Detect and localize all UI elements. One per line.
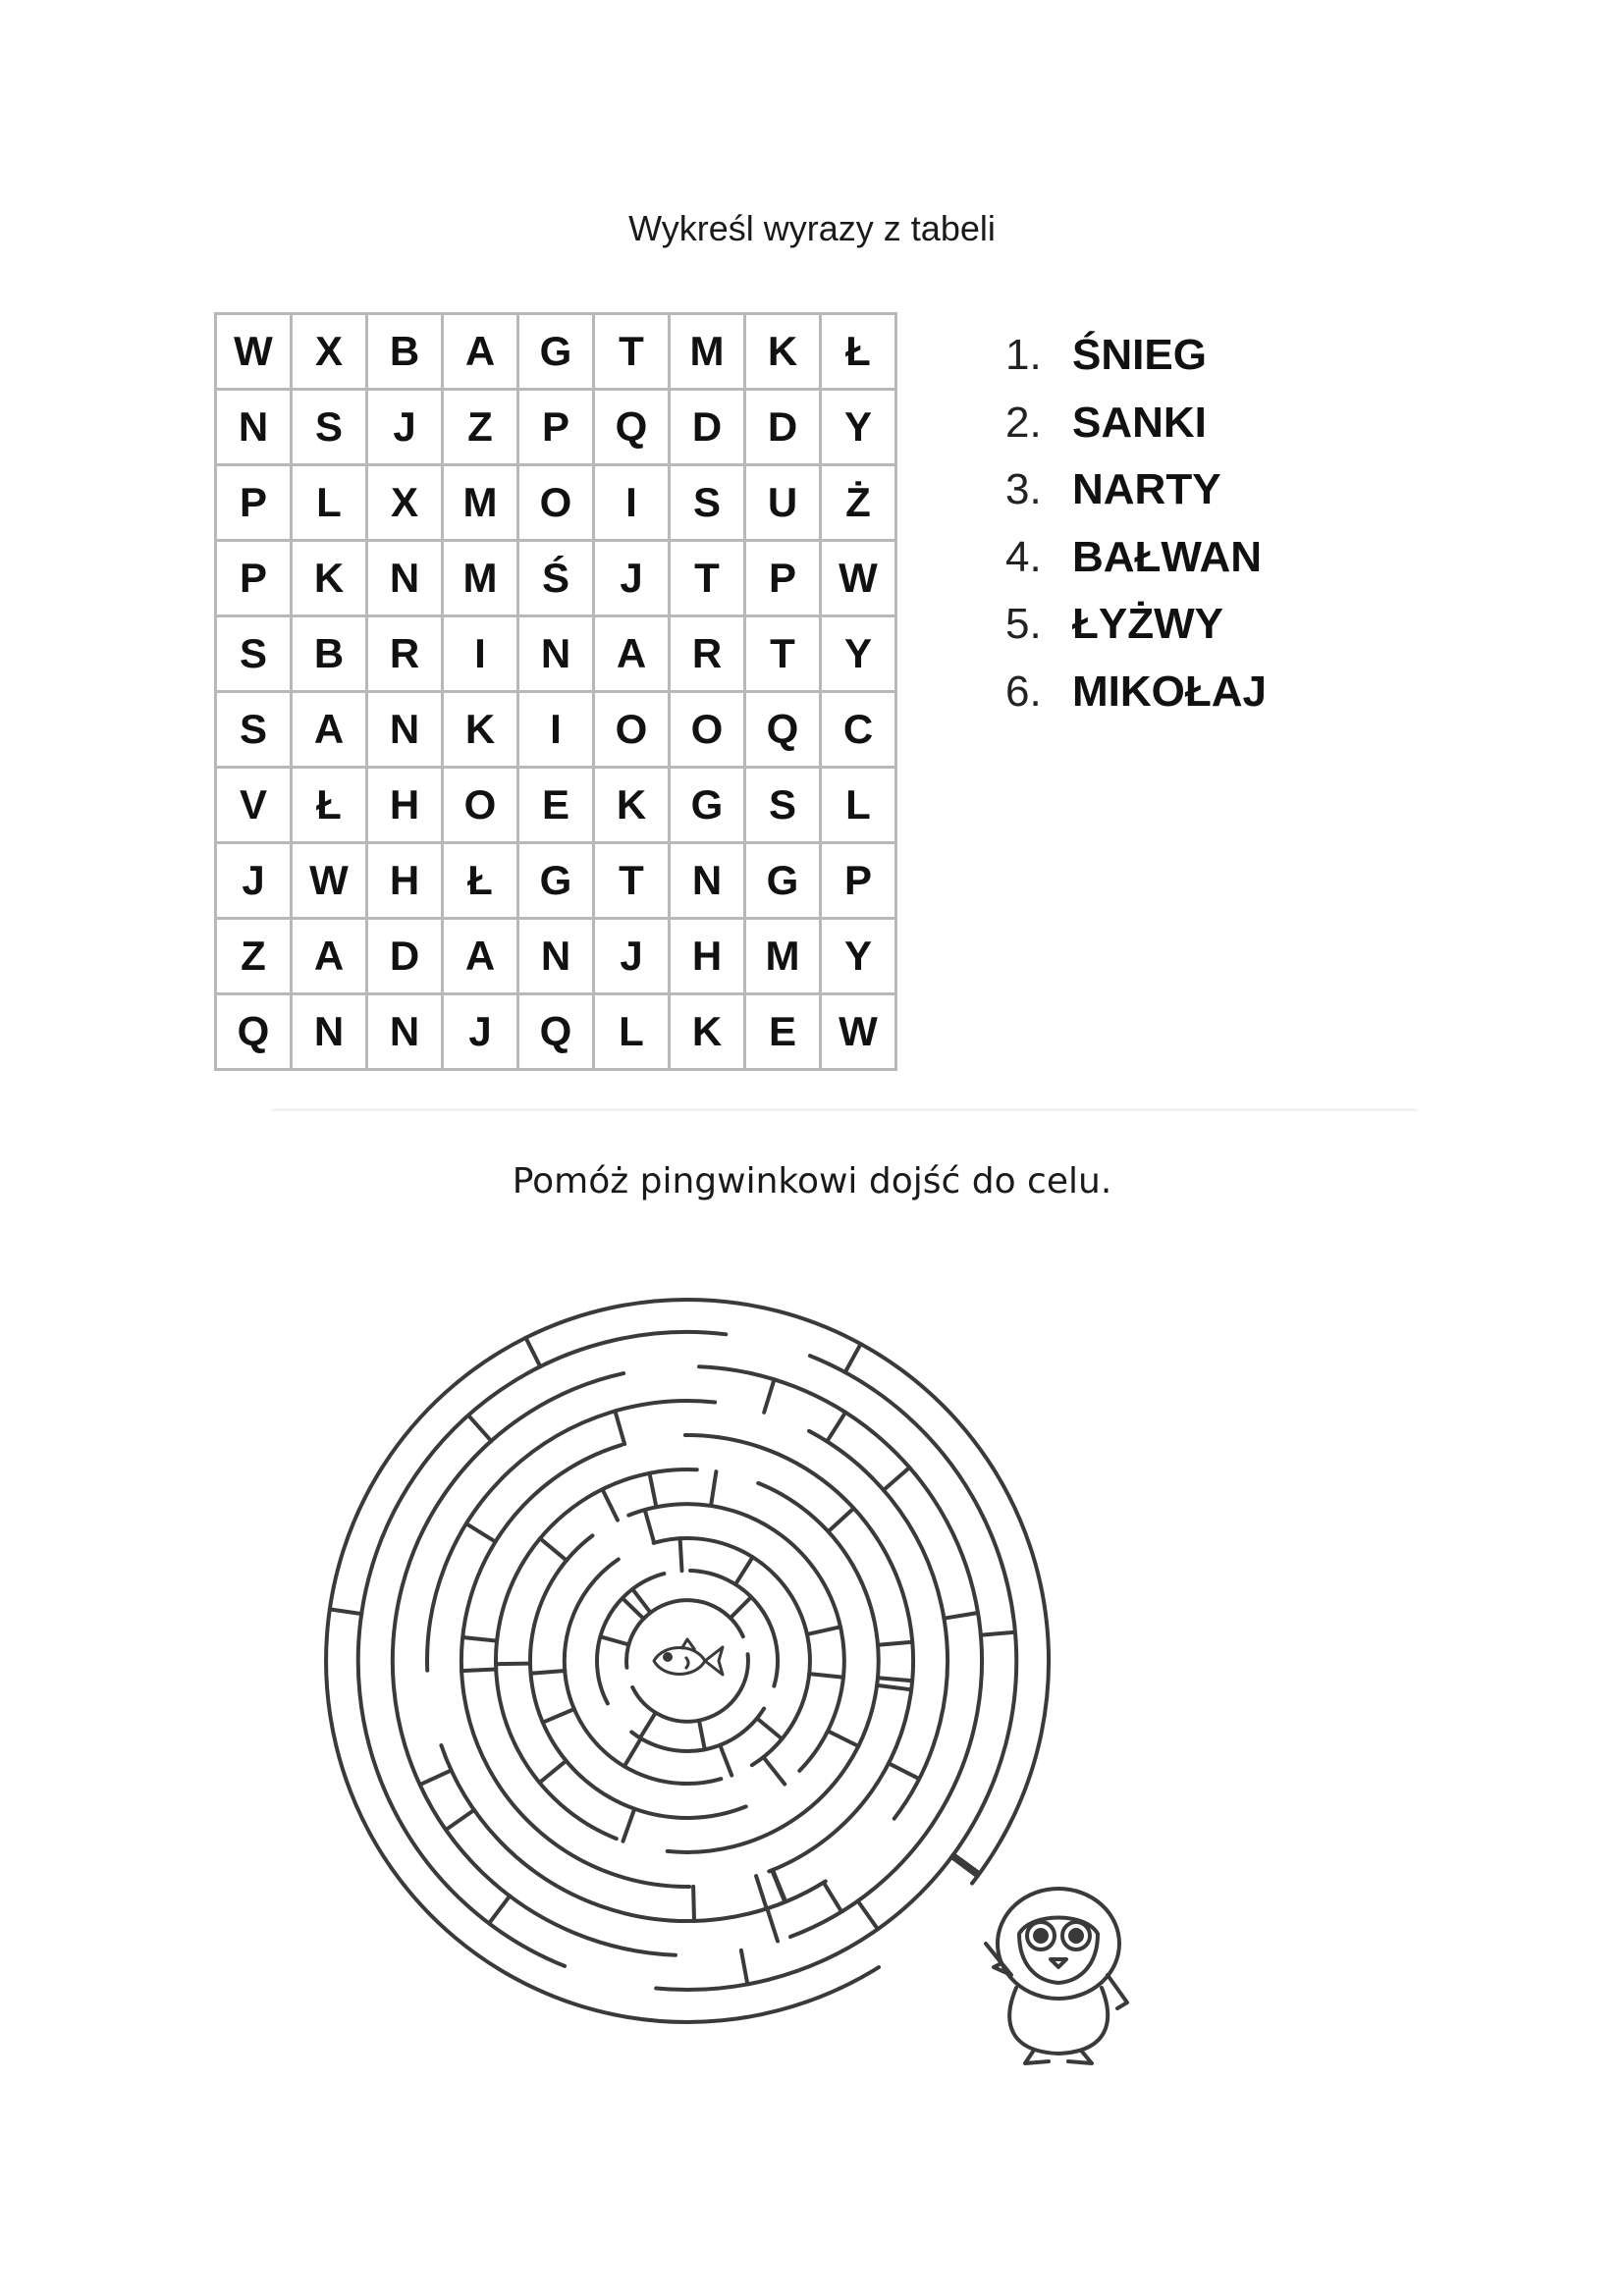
- maze-wall: [829, 1509, 854, 1532]
- grid-cell: H: [367, 843, 443, 919]
- grid-cell: G: [518, 843, 594, 919]
- grid-cell: N: [367, 541, 443, 616]
- maze-wall: [756, 1876, 767, 1908]
- grid-cell: L: [292, 465, 367, 541]
- grid-row: [216, 465, 896, 541]
- grid-row: [216, 616, 896, 692]
- grid-cell: J: [367, 390, 443, 465]
- grid-cell: M: [670, 314, 745, 390]
- maze-wall: [764, 1757, 785, 1784]
- grid-cell: Q: [216, 994, 292, 1070]
- grid-cell: S: [745, 768, 821, 843]
- word-number: 5.: [1005, 600, 1042, 649]
- grid-cell: W: [216, 314, 292, 390]
- grid-cell: U: [745, 465, 821, 541]
- word-text: NARTY: [1072, 465, 1221, 514]
- grid-cell: T: [594, 843, 670, 919]
- word-text: ŁYŻWY: [1072, 600, 1223, 649]
- word-list-item: [1005, 390, 1267, 457]
- maze-wall: [628, 1504, 844, 1771]
- grid-cell: N: [518, 919, 594, 994]
- grid-cell: Ś: [518, 541, 594, 616]
- word-text: BAŁWAN: [1072, 532, 1263, 581]
- maze-wall: [623, 1809, 635, 1842]
- maze-wall: [530, 1535, 746, 1818]
- grid-cell: A: [594, 616, 670, 692]
- maze-wall: [767, 1908, 778, 1941]
- maze-wall: [878, 1642, 912, 1645]
- maze-wall: [845, 1344, 861, 1372]
- maze-wall: [656, 1356, 1016, 1990]
- word-list-item: [1005, 322, 1267, 390]
- maze-wall: [650, 1473, 657, 1507]
- grid-cell: X: [292, 314, 367, 390]
- grid-cell: P: [518, 390, 594, 465]
- maze-wall: [540, 1761, 567, 1783]
- grid-cell: A: [292, 692, 367, 768]
- circular-maze: [314, 1286, 1060, 2032]
- maze-wall: [462, 1637, 497, 1641]
- grid-cell: Y: [821, 919, 896, 994]
- grid-cell: B: [367, 314, 443, 390]
- grid-cell: K: [745, 314, 821, 390]
- grid-cell: N: [670, 843, 745, 919]
- grid-cell: G: [670, 768, 745, 843]
- grid-cell: Ł: [443, 843, 518, 919]
- grid-row: [216, 541, 896, 616]
- grid-cell: Q: [745, 692, 821, 768]
- grid-cell: Z: [443, 390, 518, 465]
- word-text: MIKOŁAJ: [1072, 667, 1267, 716]
- maze-wall: [446, 1810, 474, 1830]
- grid-cell: L: [821, 768, 896, 843]
- maze-wall: [420, 1770, 452, 1785]
- grid-cell: J: [594, 541, 670, 616]
- word-search-grid: [214, 312, 897, 1071]
- grid-cell: O: [594, 692, 670, 768]
- grid-cell: G: [518, 314, 594, 390]
- grid-cell: V: [216, 768, 292, 843]
- grid-cell: N: [367, 692, 443, 768]
- grid-cell: P: [745, 541, 821, 616]
- grid-row: [216, 843, 896, 919]
- grid-cell: I: [518, 692, 594, 768]
- grid-cell: E: [745, 994, 821, 1070]
- maze-wall: [393, 1373, 676, 1955]
- maze-wall: [858, 1901, 878, 1930]
- grid-cell: P: [216, 465, 292, 541]
- word-number: 2.: [1005, 398, 1042, 447]
- maze-wall: [772, 1870, 785, 1902]
- grid-cell: A: [443, 314, 518, 390]
- maze-wall: [615, 1411, 624, 1444]
- word-number: 3.: [1005, 465, 1042, 514]
- maze-wall: [531, 1671, 566, 1674]
- grid-cell: N: [367, 994, 443, 1070]
- maze-wall: [468, 1415, 491, 1441]
- grid-cell: H: [367, 768, 443, 843]
- grid-cell: W: [821, 994, 896, 1070]
- maze-wall: [640, 1713, 656, 1738]
- grid-cell: I: [443, 616, 518, 692]
- grid-row: [216, 919, 896, 994]
- fish-icon: [654, 1639, 723, 1675]
- grid-cell: E: [518, 768, 594, 843]
- penguin-icon: [972, 1865, 1149, 2071]
- grid-cell: M: [745, 919, 821, 994]
- maze-wall: [626, 1600, 743, 1668]
- maze-title: Pomóż pingwinkowi dojść do celu.: [512, 1161, 1112, 1201]
- maze-wall: [720, 1745, 731, 1776]
- grid-cell: S: [292, 390, 367, 465]
- maze-wall: [489, 1896, 510, 1923]
- word-list-item: [1005, 524, 1267, 592]
- grid-row: [216, 314, 896, 390]
- maze-wall: [735, 1557, 753, 1584]
- word-number: 1.: [1005, 331, 1042, 380]
- grid-cell: X: [367, 465, 443, 541]
- maze-wall: [741, 1950, 747, 1984]
- grid-cell: O: [670, 692, 745, 768]
- grid-cell: A: [292, 919, 367, 994]
- grid-cell: M: [443, 541, 518, 616]
- grid-cell: J: [216, 843, 292, 919]
- word-list-item: [1005, 591, 1267, 659]
- grid-cell: T: [745, 616, 821, 692]
- grid-cell: N: [518, 616, 594, 692]
- grid-cell: C: [821, 692, 896, 768]
- grid-cell: R: [367, 616, 443, 692]
- grid-cell: W: [821, 541, 896, 616]
- maze-wall: [654, 1538, 810, 1765]
- grid-cell: T: [670, 541, 745, 616]
- maze-wall: [764, 1379, 774, 1413]
- maze-wall: [632, 1654, 748, 1722]
- grid-cell: Q: [518, 994, 594, 1070]
- maze-wall: [543, 1709, 574, 1723]
- grid-cell: G: [745, 843, 821, 919]
- maze-wall: [624, 1738, 641, 1766]
- grid-cell: N: [216, 390, 292, 465]
- maze-wall: [711, 1471, 716, 1506]
- grid-cell: Y: [821, 616, 896, 692]
- grid-cell: D: [745, 390, 821, 465]
- word-list-item: [1005, 659, 1267, 726]
- grid-cell: Z: [216, 919, 292, 994]
- grid-cell: S: [216, 692, 292, 768]
- grid-cell: K: [443, 692, 518, 768]
- maze-wall: [427, 1401, 715, 1671]
- maze-wall: [330, 1609, 362, 1614]
- grid-cell: Ż: [821, 465, 896, 541]
- grid-cell: M: [443, 465, 518, 541]
- grid-cell: D: [367, 919, 443, 994]
- maze-wall: [824, 1883, 841, 1912]
- grid-cell: K: [670, 994, 745, 1070]
- grid-cell: Ł: [821, 314, 896, 390]
- grid-cell: I: [594, 465, 670, 541]
- maze-wall: [600, 1636, 628, 1644]
- word-text: SANKI: [1072, 398, 1207, 447]
- grid-cell: P: [216, 541, 292, 616]
- word-number: 4.: [1005, 532, 1042, 581]
- grid-cell: H: [670, 919, 745, 994]
- maze-wall: [461, 1670, 496, 1672]
- grid-cell: P: [821, 843, 896, 919]
- grid-cell: A: [443, 919, 518, 994]
- maze-wall: [731, 1597, 751, 1618]
- grid-cell: B: [292, 616, 367, 692]
- maze-wall: [645, 1510, 655, 1543]
- grid-row: [216, 390, 896, 465]
- maze-wall: [809, 1674, 843, 1678]
- grid-cell: T: [594, 314, 670, 390]
- maze-wall: [603, 1489, 619, 1520]
- grid-row: [216, 692, 896, 768]
- maze-wall: [981, 1632, 1015, 1635]
- maze-wall: [690, 1571, 778, 1686]
- maze-wall: [889, 1763, 919, 1779]
- maze-wall: [807, 1627, 840, 1634]
- grid-cell: Q: [594, 390, 670, 465]
- grid-row: [216, 994, 896, 1070]
- maze-wall: [526, 1338, 541, 1367]
- maze-wall: [540, 1538, 567, 1560]
- word-text: ŚNIEG: [1072, 331, 1207, 380]
- maze-wall: [693, 1887, 694, 1921]
- maze-wall: [699, 1721, 705, 1750]
- grid-cell: S: [670, 465, 745, 541]
- word-list-item: [1005, 456, 1267, 524]
- maze-wall: [827, 1413, 845, 1442]
- maze-wall: [631, 1709, 764, 1751]
- grid-cell: Y: [821, 390, 896, 465]
- grid-cell: O: [443, 768, 518, 843]
- grid-cell: K: [594, 768, 670, 843]
- grid-cell: K: [292, 541, 367, 616]
- grid-row: [216, 768, 896, 843]
- grid-cell: L: [594, 994, 670, 1070]
- word-number: 6.: [1005, 667, 1042, 716]
- grid-cell: J: [443, 994, 518, 1070]
- grid-cell: D: [670, 390, 745, 465]
- maze-wall: [496, 1664, 530, 1665]
- maze-wall: [877, 1685, 911, 1689]
- grid-cell: W: [292, 843, 367, 919]
- maze-wall: [884, 1468, 909, 1490]
- section-divider: [271, 1108, 1418, 1111]
- maze-wall: [878, 1678, 912, 1681]
- maze-wall: [828, 1731, 858, 1746]
- maze-wall: [944, 1613, 978, 1619]
- maze-wall: [680, 1538, 682, 1571]
- grid-cell: Ł: [292, 768, 367, 843]
- grid-cell: J: [594, 919, 670, 994]
- grid-cell: S: [216, 616, 292, 692]
- grid-cell: O: [518, 465, 594, 541]
- word-list: [1005, 322, 1267, 725]
- grid-cell: R: [670, 616, 745, 692]
- maze-wall: [757, 1719, 782, 1739]
- maze-wall: [466, 1523, 496, 1542]
- grid-cell: N: [292, 994, 367, 1070]
- word-search-title: Wykreśl wyrazy z tabeli: [628, 208, 996, 248]
